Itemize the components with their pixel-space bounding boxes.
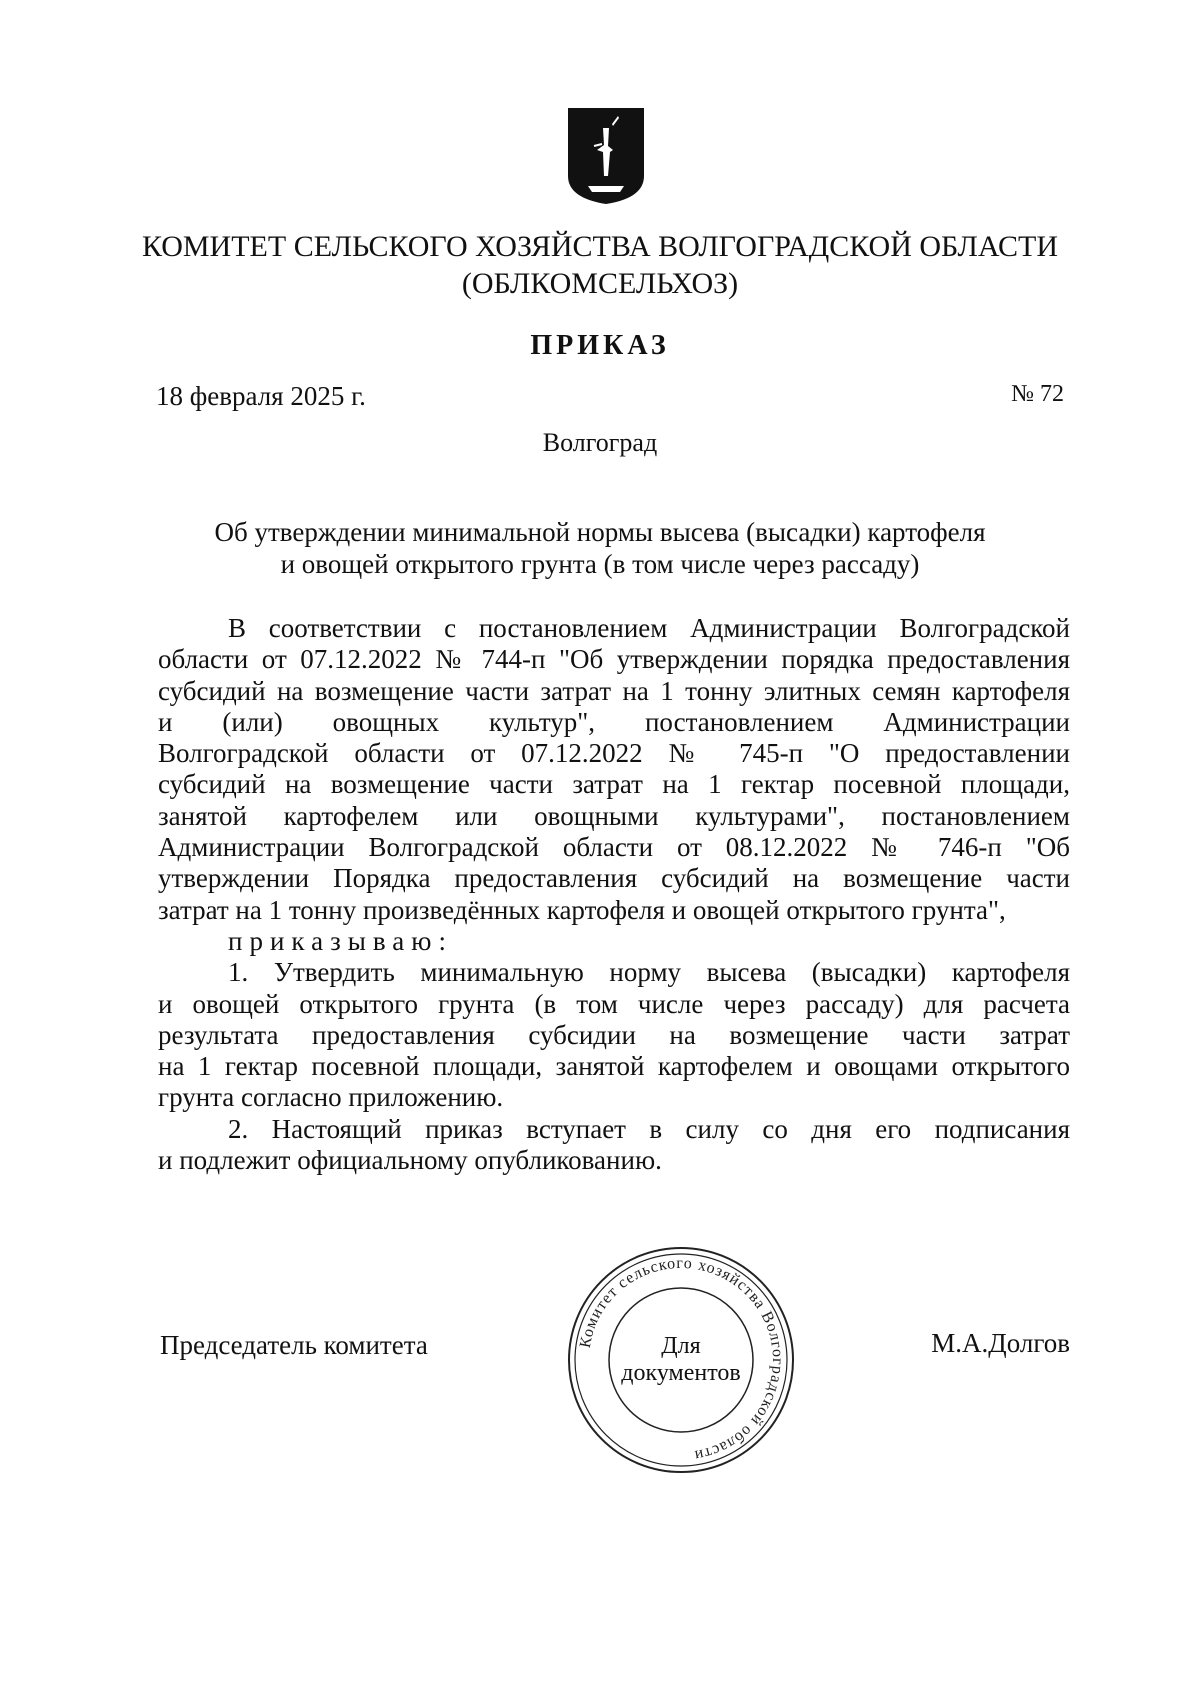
body-line: субсидий на возмещение части затрат на 1 тонну элитных семян картофеля	[158, 675, 1070, 706]
document-number: № 72	[1011, 381, 1064, 407]
body-line: области от 07.12.2022 № 744-п "Об утверждении порядка предоставления	[158, 644, 1070, 675]
body-line: затрат на 1 тонну произведённых картофеля и овощей открытого грунта",	[158, 894, 1006, 925]
document-date: 18 февраля 2025 г.	[156, 381, 366, 411]
body-line: утверждении Порядка предоставления субсидий на возмещение части	[158, 863, 1070, 894]
body-line: приказываю:	[228, 925, 453, 956]
organization-name: КОМИТЕТ СЕЛЬСКОГО ХОЗЯЙСТВА ВОЛГОГРАДСКОЙ ОБЛАСТИ	[141, 230, 1059, 263]
body-line: занятой картофелем или овощными культурами", постановлением	[158, 800, 1070, 831]
document-title	[0, 516, 1200, 580]
body-line: и подлежит официальному опубликованию.	[158, 1145, 662, 1176]
body-line: грунта согласно приложению.	[158, 1082, 504, 1113]
document-body	[158, 613, 1070, 1176]
signatory-position: Председатель комитета	[160, 1330, 428, 1360]
body-line: 2. Настоящий приказ вступает в силу со дня его подписания	[228, 1113, 1070, 1144]
signatory-name: М.А.Долгов	[931, 1328, 1070, 1358]
body-line: на 1 гектар посевной площади, занятой картофелем и овощами открытого	[158, 1051, 1070, 1082]
title-line: Об утверждении минимальной нормы высева (высадки) картофеля	[214, 517, 986, 547]
document-city: Волгоград	[542, 428, 658, 457]
body-line: и (или) овощных культур", постановлением Администрации	[158, 706, 1070, 737]
document-type: ПРИКАЗ	[530, 330, 670, 361]
stamp-ring-text: Комитет сельского хозяйства Волгоградской области	[576, 1254, 787, 1465]
body-line: и овощей открытого грунта (в том числе через рассаду) для расчета	[158, 988, 1070, 1019]
body-line: Волгоградской области от 07.12.2022 № 745-п "О предоставлении	[158, 738, 1070, 769]
body-line: Администрации Волгоградской области от 08.12.2022 № 746-п "Об	[158, 832, 1070, 863]
body-line: результата предоставления субсидии на возмещение части затрат	[158, 1019, 1070, 1050]
body-line: 1. Утвердить минимальную норму высева (высадки) картофеля	[228, 957, 1070, 988]
body-line: субсидий на возмещение части затрат на 1 гектар посевной площади,	[158, 769, 1070, 800]
body-line: В соответствии с постановлением Администрации Волгоградской	[228, 613, 1070, 643]
official-stamp	[566, 1245, 796, 1475]
volgograd-emblem-icon	[566, 106, 646, 206]
organization-abbreviation: (ОБЛКОМСЕЛЬХОЗ)	[461, 267, 739, 300]
stamp-center-text: документов	[621, 1360, 741, 1386]
stamp-center-text: Для	[661, 1333, 701, 1359]
title-line: и овощей открытого грунта (в том числе через рассаду)	[280, 549, 920, 579]
